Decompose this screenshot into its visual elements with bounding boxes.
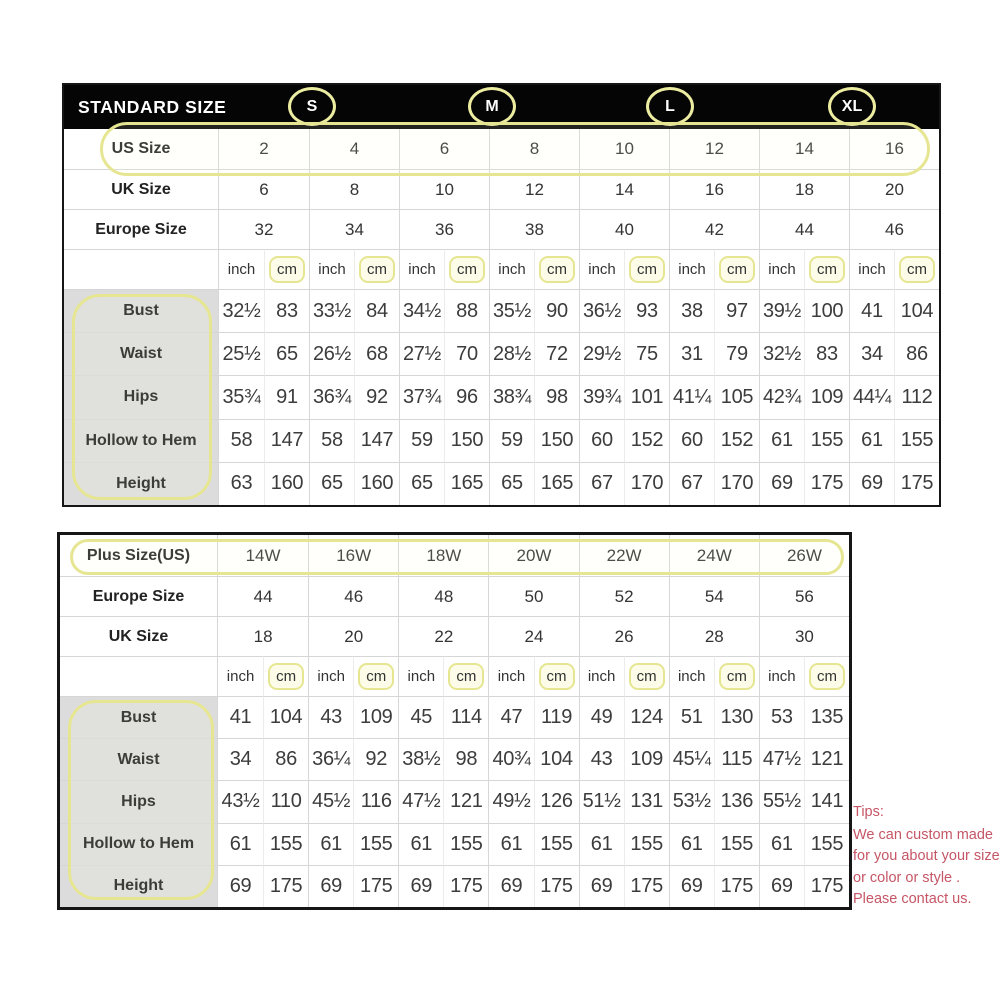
measurement-cell: 90	[534, 289, 579, 332]
size-cell: 52	[579, 576, 669, 616]
standard-size-grid	[64, 129, 939, 505]
measurement-cell: 110	[263, 780, 308, 822]
measurement-cell: 61	[218, 823, 263, 865]
measurement-cell: 69	[759, 462, 804, 505]
measurement-cell: 61	[579, 823, 624, 865]
size-cell: 34	[309, 209, 399, 249]
row-label-hips: Hips	[64, 375, 219, 418]
unit-inch-cell: inch	[309, 249, 354, 289]
measurement-cell: 65	[309, 462, 354, 505]
size-cell: 54	[669, 576, 759, 616]
measurement-cell: 69	[669, 865, 714, 907]
measurement-cell: 43½	[218, 780, 263, 822]
measurement-cell: 42¾	[759, 375, 804, 418]
measurement-cell: 150	[444, 419, 489, 462]
measurement-cell: 27½	[399, 332, 444, 375]
measurement-cell: 109	[804, 375, 849, 418]
row-label-bust: Bust	[64, 289, 219, 332]
tips-line: We can custom made	[853, 826, 993, 843]
row-label-waist: Waist	[60, 738, 218, 780]
measurement-cell: 175	[894, 462, 939, 505]
size-cell: 24	[488, 616, 578, 656]
measurement-cell: 98	[534, 375, 579, 418]
cm-highlight-box: cm	[359, 256, 395, 283]
measurement-cell: 61	[669, 823, 714, 865]
measurement-cell: 40¾	[488, 738, 533, 780]
cm-highlight-box: cm	[809, 663, 845, 690]
measurement-cell: 47	[488, 696, 533, 738]
unit-cm-cell	[624, 656, 669, 696]
measurement-cell: 109	[624, 738, 669, 780]
measurement-cell: 175	[624, 865, 669, 907]
cm-highlight-box: cm	[539, 256, 575, 283]
measurement-cell: 97	[714, 289, 759, 332]
measurement-cell: 51½	[579, 780, 624, 822]
measurement-cell: 36½	[579, 289, 624, 332]
measurement-cell: 38½	[398, 738, 443, 780]
cm-highlight-box: cm	[629, 256, 665, 283]
size-cell: 18	[218, 616, 308, 656]
cm-highlight-box: cm	[899, 256, 935, 283]
unit-cm-cell	[263, 656, 308, 696]
size-cell: 14	[759, 129, 849, 169]
cm-highlight-box: cm	[269, 256, 305, 283]
measurement-cell: 114	[443, 696, 488, 738]
cm-highlight-box: cm	[358, 663, 394, 690]
unit-inch-cell: inch	[308, 656, 353, 696]
tips-line: for you about your size	[853, 848, 1000, 864]
unit-cm-cell	[624, 249, 669, 289]
size-cell: 20	[849, 169, 939, 209]
size-cell: 8	[489, 129, 579, 169]
size-cell: 2	[259, 139, 269, 158]
standard-size-title: STANDARD SIZE	[78, 96, 227, 117]
size-cell: 18W	[398, 535, 488, 576]
measurement-cell: 44¼	[849, 375, 894, 418]
measurement-cell: 36¾	[309, 375, 354, 418]
size-cell: 18	[759, 169, 849, 209]
measurement-cell: 86	[894, 332, 939, 375]
size-cell: 36	[399, 209, 489, 249]
cm-highlight-box: cm	[719, 663, 755, 690]
row-label-hips: Hips	[60, 780, 218, 822]
measurement-cell: 175	[353, 865, 398, 907]
cm-highlight-box: cm	[268, 663, 304, 690]
measurement-cell: 69	[218, 865, 263, 907]
measurement-cell: 175	[443, 865, 488, 907]
measurement-cell: 175	[804, 865, 849, 907]
measurement-cell: 67	[669, 462, 714, 505]
measurement-cell: 59	[489, 419, 534, 462]
measurement-cell: 100	[804, 289, 849, 332]
size-cell: 6	[399, 129, 489, 169]
unit-cm-cell	[714, 249, 759, 289]
measurement-cell: 175	[804, 462, 849, 505]
measurement-cell: 155	[714, 823, 759, 865]
size-badge-s: S	[288, 87, 336, 126]
measurement-cell: 38¾	[489, 375, 534, 418]
measurement-cell: 175	[534, 865, 579, 907]
size-cell: 10	[399, 169, 489, 209]
measurement-cell: 121	[443, 780, 488, 822]
size-cell: 22	[398, 616, 488, 656]
unit-cm-cell	[534, 656, 579, 696]
tips-title: Tips:	[853, 804, 884, 820]
unit-inch-cell: inch	[579, 249, 624, 289]
cm-highlight-box: cm	[719, 256, 755, 283]
measurement-cell: 31	[669, 332, 714, 375]
measurement-cell: 109	[353, 696, 398, 738]
measurement-cell: 49	[579, 696, 624, 738]
cm-highlight-box: cm	[809, 256, 845, 283]
size-cell: 44	[218, 576, 308, 616]
size-cell: 24W	[669, 535, 759, 576]
unit-cm-cell	[804, 249, 849, 289]
plus-size-grid	[60, 535, 849, 907]
unit-cm-cell	[443, 656, 488, 696]
size-cell: 30	[759, 616, 849, 656]
measurement-cell: 69	[398, 865, 443, 907]
size-badge-l: L	[646, 87, 694, 126]
measurement-cell: 58	[309, 419, 354, 462]
measurement-cell: 165	[534, 462, 579, 505]
size-cell: 14	[579, 169, 669, 209]
size-badge-m: M	[468, 87, 516, 126]
measurement-cell: 79	[714, 332, 759, 375]
row-label-hollow-to-hem: Hollow to Hem	[64, 419, 219, 462]
tips-line: or color or style .	[853, 869, 961, 886]
measurement-cell: 69	[488, 865, 533, 907]
size-cell: 12	[669, 129, 759, 169]
unit-cm-cell	[534, 249, 579, 289]
measurement-cell: 112	[894, 375, 939, 418]
row-label-hollow-to-hem: Hollow to Hem	[60, 823, 218, 865]
unit-inch-cell: inch	[399, 249, 444, 289]
size-cell: 8	[309, 169, 399, 209]
size-cell: 22W	[579, 535, 669, 576]
size-cell: 4	[309, 129, 399, 169]
measurement-cell: 155	[804, 419, 849, 462]
unit-row-label	[60, 656, 218, 696]
size-cell: 16	[849, 129, 939, 169]
measurement-cell: 72	[534, 332, 579, 375]
measurement-cell: 136	[714, 780, 759, 822]
unit-inch-cell: inch	[669, 656, 714, 696]
measurement-cell: 60	[579, 419, 624, 462]
size-cell: 50	[488, 576, 578, 616]
unit-cm-cell	[264, 249, 309, 289]
measurement-cell: 59	[399, 419, 444, 462]
row-label-waist: Waist	[64, 332, 219, 375]
measurement-cell: 26½	[309, 332, 354, 375]
row-label-us-size: US Size	[64, 129, 219, 169]
measurement-cell: 175	[714, 865, 759, 907]
measurement-cell: 155	[263, 823, 308, 865]
measurement-cell: 92	[354, 375, 399, 418]
size-cell: 26W	[759, 535, 849, 576]
measurement-cell: 41¼	[669, 375, 714, 418]
measurement-cell: 104	[894, 289, 939, 332]
measurement-cell: 155	[534, 823, 579, 865]
measurement-cell: 43	[308, 696, 353, 738]
size-cell: 32	[219, 209, 309, 249]
row-label-plus-size-us-: Plus Size(US)	[60, 535, 218, 576]
tips-lines	[853, 825, 1000, 911]
measurement-cell: 116	[353, 780, 398, 822]
measurement-cell: 61	[398, 823, 443, 865]
size-cell: 20W	[488, 535, 578, 576]
unit-cm-cell	[894, 249, 939, 289]
size-cell: 48	[398, 576, 488, 616]
measurement-cell: 155	[624, 823, 669, 865]
unit-cm-cell	[804, 656, 849, 696]
unit-cm-cell	[354, 249, 399, 289]
row-label-height: Height	[64, 462, 219, 505]
measurement-cell: 45¼	[669, 738, 714, 780]
size-cell: 42	[669, 209, 759, 249]
measurement-cell: 61	[308, 823, 353, 865]
cm-highlight-box: cm	[539, 663, 575, 690]
measurement-cell: 51	[669, 696, 714, 738]
measurement-cell: 45	[398, 696, 443, 738]
measurement-cell: 101	[624, 375, 669, 418]
unit-inch-cell: inch	[759, 249, 804, 289]
measurement-cell: 121	[804, 738, 849, 780]
measurement-cell: 105	[714, 375, 759, 418]
row-label-bust: Bust	[60, 696, 218, 738]
measurement-cell: 69	[579, 865, 624, 907]
cm-highlight-box: cm	[449, 256, 485, 283]
measurement-cell: 35½	[489, 289, 534, 332]
cm-highlight-box: cm	[629, 663, 665, 690]
tips-line: Please contact us.	[853, 891, 972, 907]
measurement-cell: 41	[218, 696, 263, 738]
measurement-cell: 35¾	[219, 375, 264, 418]
measurement-cell: 83	[264, 289, 309, 332]
measurement-cell: 165	[444, 462, 489, 505]
measurement-cell: 124	[624, 696, 669, 738]
unit-inch-cell: inch	[489, 249, 534, 289]
measurement-cell: 61	[488, 823, 533, 865]
measurement-cell: 104	[263, 696, 308, 738]
unit-inch-cell: inch	[849, 249, 894, 289]
measurement-cell: 65	[489, 462, 534, 505]
measurement-cell: 84	[354, 289, 399, 332]
measurement-cell: 119	[534, 696, 579, 738]
measurement-cell: 32½	[759, 332, 804, 375]
unit-cm-cell	[353, 656, 398, 696]
measurement-cell: 155	[443, 823, 488, 865]
measurement-cell: 69	[308, 865, 353, 907]
size-cell: 44	[759, 209, 849, 249]
measurement-cell: 34	[218, 738, 263, 780]
measurement-cell: 32½	[219, 289, 264, 332]
unit-inch-cell: inch	[669, 249, 714, 289]
unit-inch-cell: inch	[579, 656, 624, 696]
unit-inch-cell: inch	[398, 656, 443, 696]
measurement-cell: 61	[759, 419, 804, 462]
measurement-cell: 34½	[399, 289, 444, 332]
standard-size-header-bar	[64, 85, 939, 129]
measurement-cell: 38	[669, 289, 714, 332]
size-cell: 10	[579, 129, 669, 169]
measurement-cell: 25½	[219, 332, 264, 375]
unit-inch-cell: inch	[218, 656, 263, 696]
row-label-height: Height	[60, 865, 218, 907]
measurement-cell: 170	[624, 462, 669, 505]
unit-row-label	[64, 249, 219, 289]
measurement-cell: 60	[669, 419, 714, 462]
measurement-cell: 53	[759, 696, 804, 738]
measurement-cell: 141	[804, 780, 849, 822]
measurement-cell: 92	[353, 738, 398, 780]
measurement-cell: 34	[849, 332, 894, 375]
size-cell: 16	[669, 169, 759, 209]
measurement-cell: 86	[263, 738, 308, 780]
size-cell: 16W	[308, 535, 398, 576]
measurement-cell: 160	[354, 462, 399, 505]
row-label-europe-size: Europe Size	[60, 576, 218, 616]
measurement-cell: 63	[219, 462, 264, 505]
size-cell: 28	[669, 616, 759, 656]
measurement-cell: 88	[444, 289, 489, 332]
size-cell: 12	[489, 169, 579, 209]
measurement-cell: 160	[264, 462, 309, 505]
size-cell: 26	[579, 616, 669, 656]
measurement-cell: 61	[849, 419, 894, 462]
measurement-cell: 155	[804, 823, 849, 865]
row-label-uk-size: UK Size	[64, 169, 219, 209]
measurement-cell: 75	[624, 332, 669, 375]
measurement-cell: 41	[849, 289, 894, 332]
size-cell: 56	[759, 576, 849, 616]
standard-size-table	[62, 83, 941, 507]
measurement-cell: 53½	[669, 780, 714, 822]
cm-highlight-box: cm	[448, 663, 484, 690]
size-cell: 46	[849, 209, 939, 249]
measurement-cell: 47½	[398, 780, 443, 822]
unit-inch-cell: inch	[759, 656, 804, 696]
measurement-cell: 93	[624, 289, 669, 332]
size-cell: 40	[579, 209, 669, 249]
measurement-cell: 45½	[308, 780, 353, 822]
measurement-cell: 29½	[579, 332, 624, 375]
row-label-uk-size: UK Size	[60, 616, 218, 656]
measurement-cell: 37¾	[399, 375, 444, 418]
measurement-cell: 126	[534, 780, 579, 822]
measurement-cell: 28½	[489, 332, 534, 375]
measurement-cell: 39½	[759, 289, 804, 332]
measurement-cell: 135	[804, 696, 849, 738]
measurement-cell: 36¼	[308, 738, 353, 780]
measurement-cell: 175	[263, 865, 308, 907]
measurement-cell: 170	[714, 462, 759, 505]
measurement-cell: 47½	[759, 738, 804, 780]
measurement-cell: 58	[219, 419, 264, 462]
measurement-cell: 68	[354, 332, 399, 375]
unit-inch-cell: inch	[219, 249, 264, 289]
measurement-cell: 83	[804, 332, 849, 375]
measurement-cell: 131	[624, 780, 669, 822]
measurement-cell: 98	[443, 738, 488, 780]
measurement-cell: 65	[399, 462, 444, 505]
measurement-cell: 96	[444, 375, 489, 418]
measurement-cell: 61	[759, 823, 804, 865]
measurement-cell: 155	[353, 823, 398, 865]
size-cell: 38	[489, 209, 579, 249]
unit-inch-cell: inch	[488, 656, 533, 696]
size-cell: 46	[308, 576, 398, 616]
measurement-cell: 147	[264, 419, 309, 462]
custom-made-tips	[853, 802, 1000, 911]
plus-size-table	[57, 532, 852, 910]
measurement-cell: 130	[714, 696, 759, 738]
unit-cm-cell	[444, 249, 489, 289]
measurement-cell: 152	[714, 419, 759, 462]
measurement-cell: 91	[264, 375, 309, 418]
size-cell: 6	[219, 169, 309, 209]
measurement-cell: 69	[849, 462, 894, 505]
measurement-cell: 33½	[309, 289, 354, 332]
measurement-cell: 104	[534, 738, 579, 780]
size-cell: 14W	[245, 545, 281, 565]
measurement-cell: 152	[624, 419, 669, 462]
measurement-cell: 69	[759, 865, 804, 907]
size-cell: 20	[308, 616, 398, 656]
measurement-cell: 67	[579, 462, 624, 505]
measurement-cell: 70	[444, 332, 489, 375]
unit-cm-cell	[714, 656, 759, 696]
measurement-cell: 115	[714, 738, 759, 780]
measurement-cell: 43	[579, 738, 624, 780]
measurement-cell: 39¾	[579, 375, 624, 418]
measurement-cell: 55½	[759, 780, 804, 822]
measurement-cell: 147	[354, 419, 399, 462]
measurement-cell: 150	[534, 419, 579, 462]
measurement-cell: 49½	[488, 780, 533, 822]
measurement-cell: 65	[264, 332, 309, 375]
size-badge-xl: XL	[828, 87, 876, 126]
measurement-cell: 155	[894, 419, 939, 462]
row-label-europe-size: Europe Size	[64, 209, 219, 249]
